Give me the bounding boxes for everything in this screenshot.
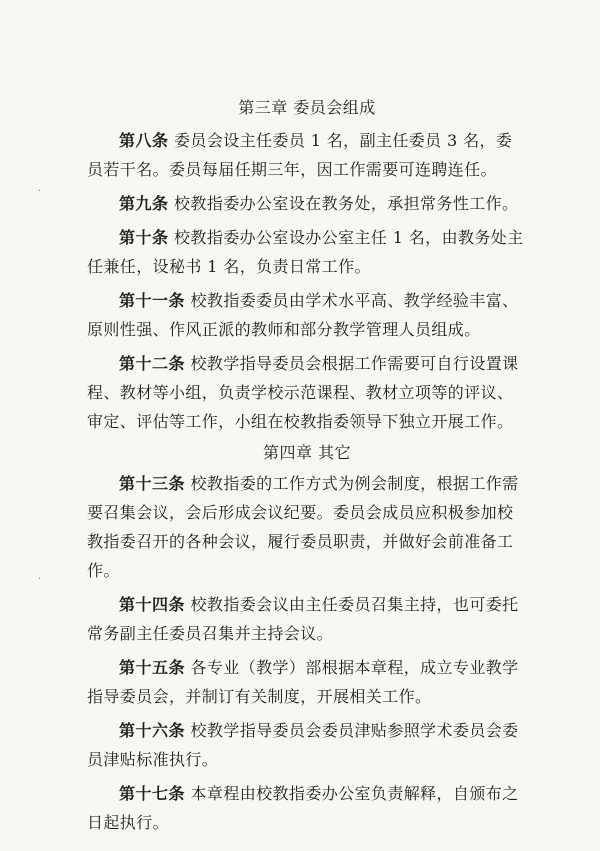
chapter-3-title: 第三章 委员会组成 <box>238 98 376 117</box>
article-number: 第十四条 <box>119 595 186 614</box>
scan-speck: · <box>38 186 42 197</box>
article-text: 校教指委办公室设在教务处，承担常务性工作。 <box>174 194 519 213</box>
article-text: 校教指委办公室设办公室主任 1 名，由教务处主任兼任，设秘书 1 名，负责日常工作。 <box>87 228 524 276</box>
article-number: 第十一条 <box>119 291 186 310</box>
article-text: 校教学指导委员会委员津贴参照学术委员会委员津贴标准执行。 <box>87 721 519 769</box>
article-text: 本章程由校教指委办公室负责解释，自颁布之日起执行。 <box>87 784 519 832</box>
article-number: 第十七条 <box>119 784 186 803</box>
article-number: 第十六条 <box>119 721 186 740</box>
article-number: 第十三条 <box>119 474 186 493</box>
article-text: 各专业（教学）部根据本章程，成立专业教学指导委员会，并制订有关制度，开展相关工作。 <box>87 658 519 706</box>
article-12 <box>87 349 527 436</box>
article-14 <box>87 590 527 648</box>
article-text: 校教指委的工作方式为例会制度，根据工作需要召集会议，会后形成会议纪要。委员会成员应积极参加校教指委召开的各种会议，履行委员职责，并做好会前准备工作。 <box>87 474 519 580</box>
article-text: 校教学指导委员会根据工作需要可自行设置课程、教材等小组，负责学校示范课程、教材立项等的评议、审定、评估等工作，小组在校教指委领导下独立开展工作。 <box>87 354 519 431</box>
article-text: 委员会设主任委员 1 名，副主任委员 3 名，委员若干名。委员每届任期三年，因工作需要可连聘连任。 <box>87 131 513 179</box>
scan-speck: · <box>38 574 42 585</box>
article-11 <box>87 286 527 344</box>
article-number: 第十五条 <box>119 658 186 677</box>
article-number: 第十二条 <box>119 354 186 373</box>
article-15 <box>87 653 527 711</box>
article-16 <box>87 716 527 774</box>
article-17 <box>87 779 527 837</box>
article-9 <box>87 189 527 218</box>
chapter-4-title: 第四章 其它 <box>262 443 352 462</box>
article-number: 第八条 <box>119 131 169 150</box>
article-text: 校教指委会议由主任委员召集主持，也可委托常务副主任委员召集并主持会议。 <box>87 595 519 643</box>
document-body <box>87 96 527 842</box>
article-number: 第九条 <box>119 194 169 213</box>
article-10 <box>87 223 527 281</box>
article-text: 校教指委委员由学术水平高、教学经验丰富、原则性强、作风正派的教师和部分教学管理人员组成。 <box>87 291 519 339</box>
article-number: 第十条 <box>119 228 169 247</box>
article-8 <box>87 126 527 184</box>
article-13 <box>87 469 527 585</box>
